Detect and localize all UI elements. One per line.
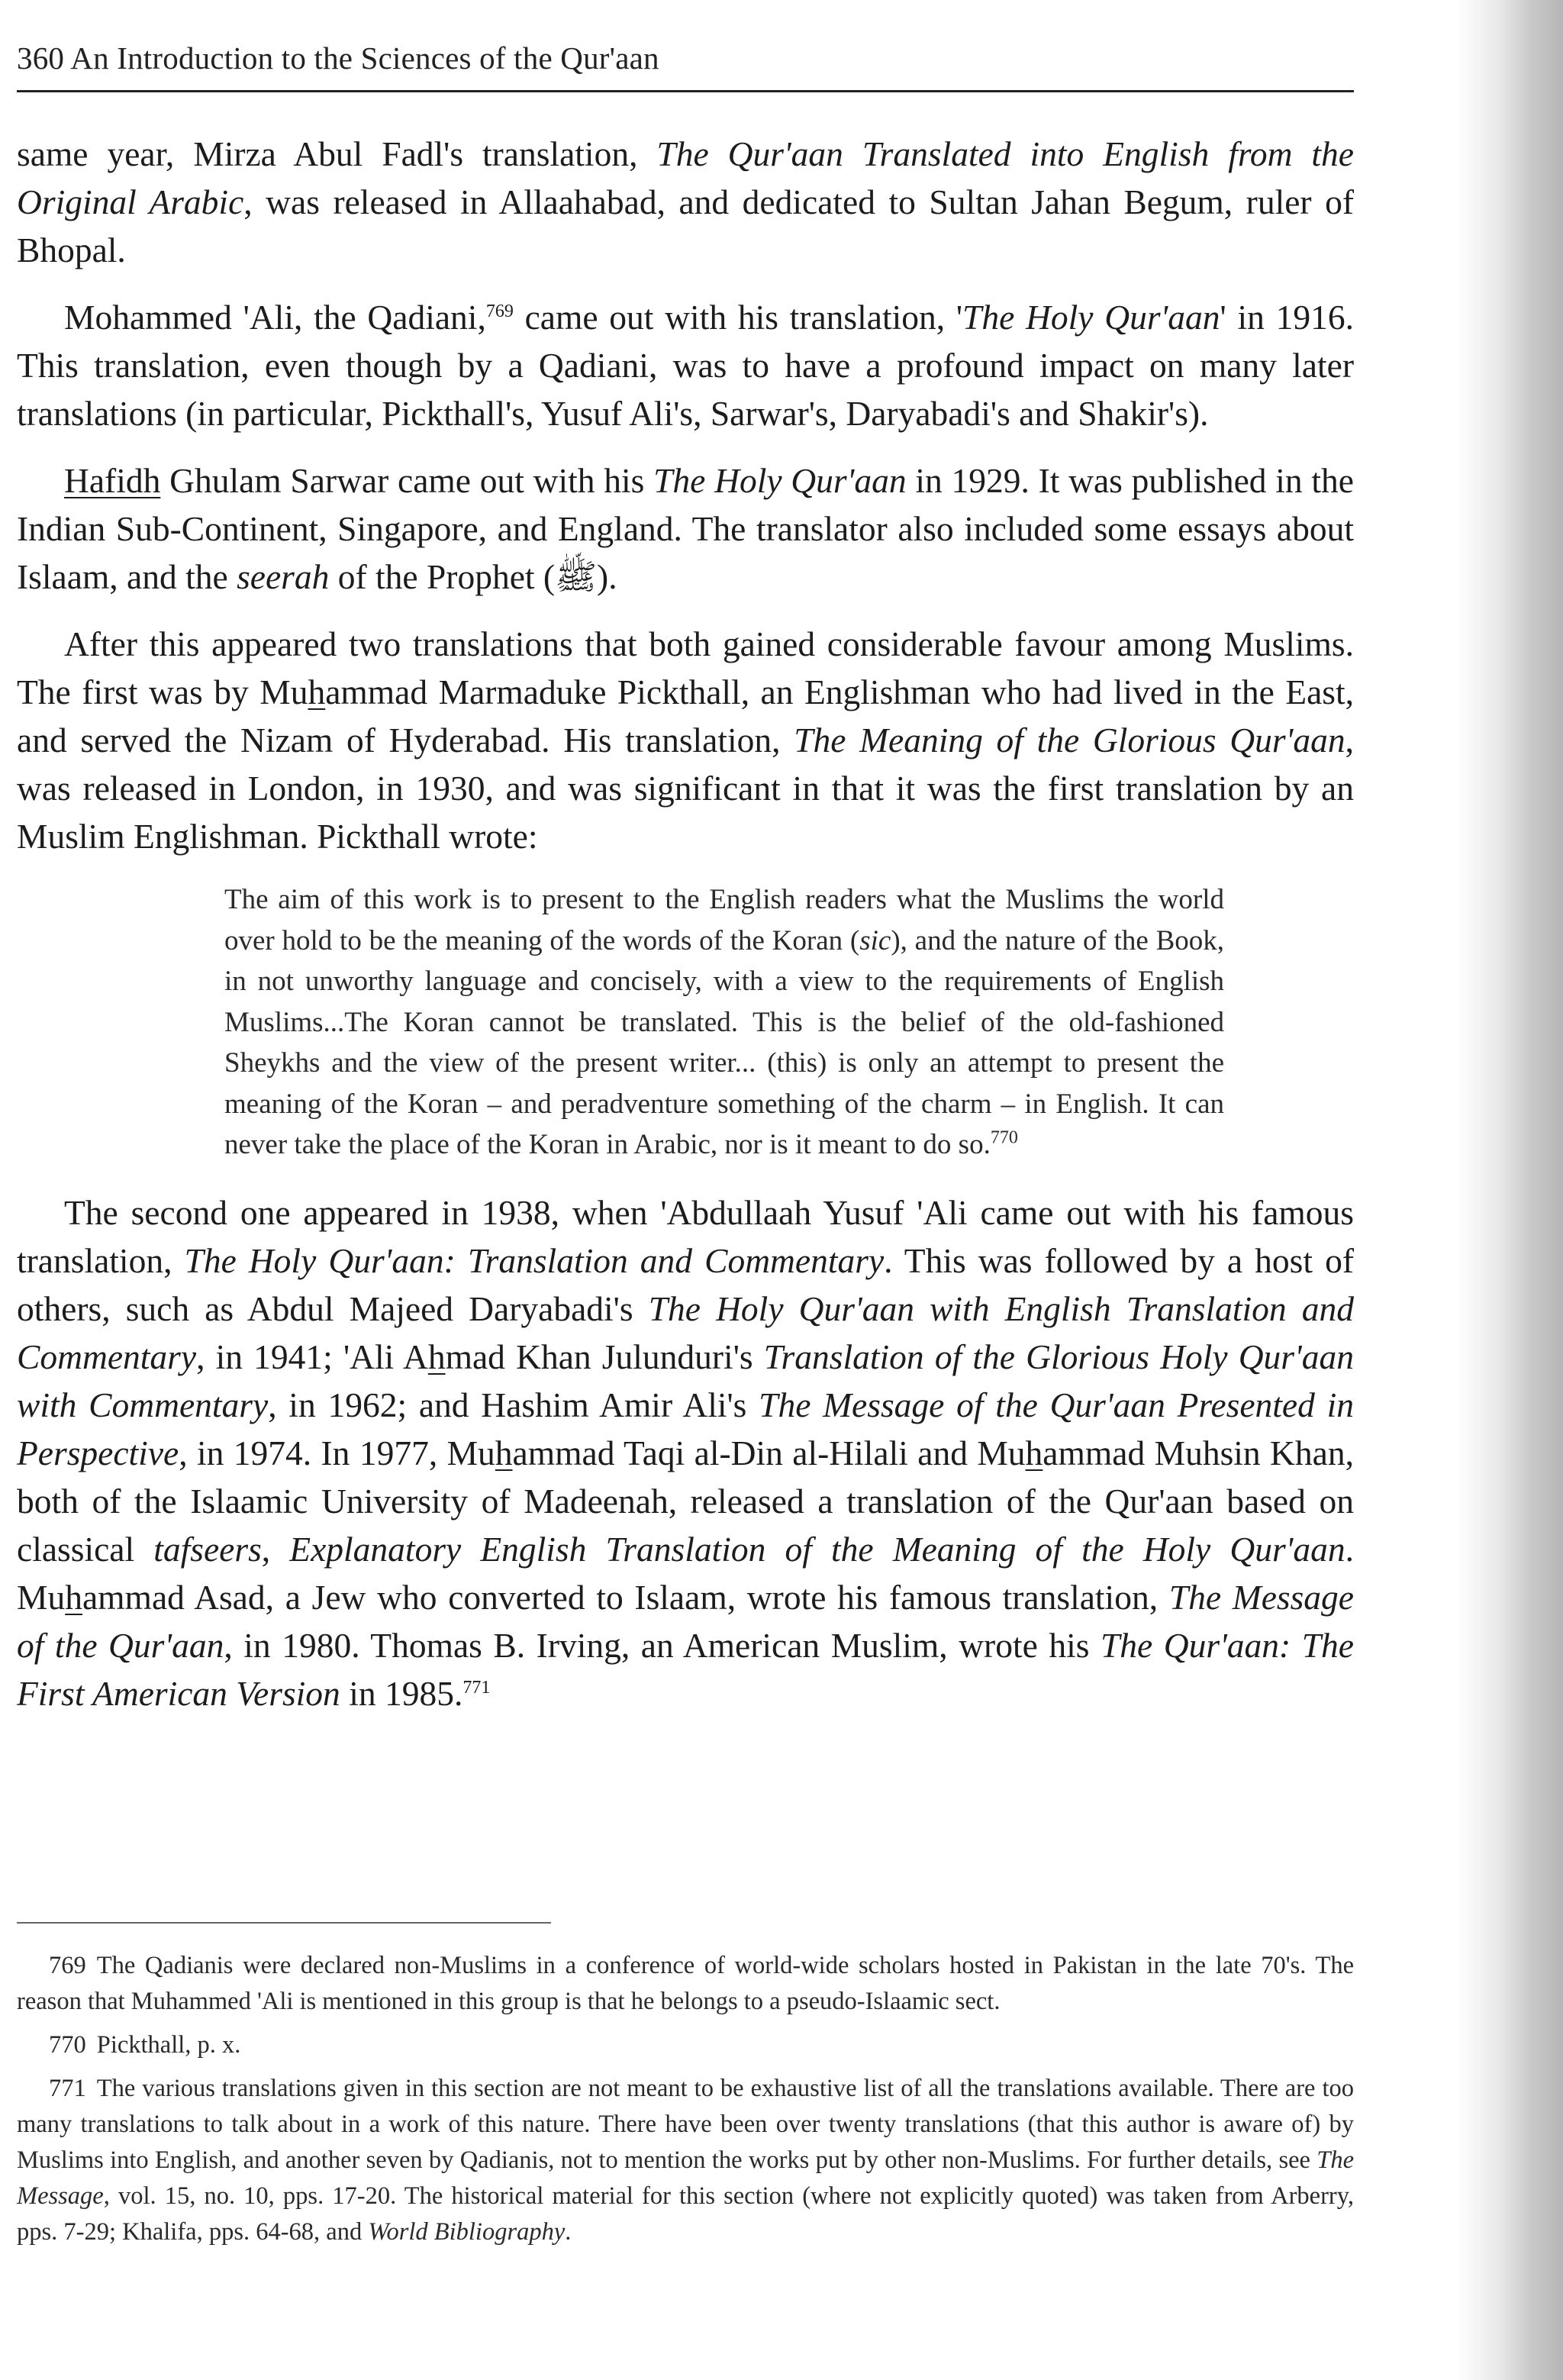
book-title: The Message xyxy=(17,2146,1354,2210)
text-run: ), and the nature of the Book, in not unworthy language and concisely, with a view to the requirements of English Muslims...The Koran cannot be translated. This is the belief of the old-fashioned Sheykhs and the view of the present writer... (this) is only an attempt to present the meaning of the Koran – and peradventure something of the charm – in English. It can never take the place of the Koran in Arabic, nor is it meant to do so. xyxy=(224,924,1225,1160)
paragraph-3 xyxy=(17,456,1354,601)
footnote-ref-769[interactable]: 769 xyxy=(485,301,514,321)
book-title: The Qur'aan: The First American Version xyxy=(17,1625,1354,1713)
text-run: The second one appeared in 1938, when 'Abdullaah Yusuf 'Ali came out with his famous translation, xyxy=(17,1192,1354,1280)
text-run: in 1985. xyxy=(340,1673,463,1713)
footnote-number: 771 xyxy=(49,2075,86,2102)
text-run: , in 1974. In 1977, Mu xyxy=(179,1433,495,1472)
footnote-number: 769 xyxy=(49,1952,86,1979)
footnote-text: . xyxy=(565,2218,572,2246)
text-run: . This was followed by a host of others, such as Abdul Majeed Daryabadi's xyxy=(17,1240,1354,1328)
text-run: ammad Marmaduke Pickthall, an Englishman who had lived in the East, and served the Nizam of Hyderabad. His translation, xyxy=(17,672,1354,759)
footnote-ref-770[interactable]: 770 xyxy=(990,1127,1018,1148)
text-run: , in 1941; 'Ali A xyxy=(196,1337,428,1376)
book-title: The Holy Qur'aan: Translation and Commentary xyxy=(184,1240,885,1280)
text-run: came out with his translation, ' xyxy=(513,298,963,337)
term: tafseers xyxy=(153,1529,262,1569)
text-run: in 1929. It was published in the Indian Sub-Continent, Singapore, and England. The translator also included some essays about Islaam, and the xyxy=(17,461,1354,596)
text-run: , xyxy=(261,1529,290,1569)
footnote-text: , vol. 15, no. 10, pps. 17-20. The historical material for this section (where not explicitly quoted) was taken from Arberry, pps. 7-29; Khalifa, pps. 64-68, and xyxy=(17,2182,1354,2246)
paragraph-5 xyxy=(17,1188,1354,1717)
running-head: 360 An Introduction to the Sciences of the Qur'aan xyxy=(17,40,659,76)
footnote-text: Pickthall, p. x. xyxy=(96,2031,241,2059)
text-run: h xyxy=(1025,1433,1043,1472)
footnotes xyxy=(17,1948,1354,2258)
book-title: The Message of the Qur'aan xyxy=(17,1577,1354,1665)
body-text xyxy=(17,130,1354,1737)
footnote-number: 770 xyxy=(49,2031,86,2059)
book-title: The Holy Qur'aan xyxy=(962,298,1220,337)
footnote-text: The various translations given in this section are not meant to be exhaustive list of all the translations available. There are too many translations to talk about in a work of this nature. There have been over twenty translations (that this author is aware of) by Muslims into English, and another seven by Qadianis, not to mention the works put by other non-Muslims. For further details, see xyxy=(17,2075,1354,2174)
text-run: , in 1962; and Hashim Amir Ali's xyxy=(268,1385,759,1424)
book-title: World Bibliography xyxy=(368,2218,566,2246)
book-title: Explanatory English Translation of the Meaning of the Holy Qur'aan xyxy=(289,1529,1345,1569)
paragraph-4 xyxy=(17,620,1354,860)
text-run: ammad Asad, a Jew who converted to Islaam, wrote his famous translation, xyxy=(82,1577,1169,1617)
text-run: same year, Mirza Abul Fadl's translation, xyxy=(17,134,657,173)
pickthall-quote xyxy=(17,879,1354,1166)
header-rule xyxy=(17,90,1354,92)
book-title: Translation of the Glorious Holy Qur'aan with Commentary xyxy=(17,1337,1354,1424)
book-title: The Qur'aan Translated into English from the Original Arabic xyxy=(17,134,1355,221)
book-title: The Meaning of the Glorious Qur'aan xyxy=(794,721,1345,759)
text-run: h xyxy=(495,1433,513,1472)
text-run: Mohammed 'Ali, the Qadiani, xyxy=(64,298,486,337)
paragraph-1 xyxy=(17,130,1354,274)
footnote-769 xyxy=(17,1948,1354,2020)
sic-mark: sic xyxy=(859,924,891,956)
text-run: After this appeared two translations that both gained considerable favour among Muslims. The first was by Mu xyxy=(17,624,1354,711)
text-run: Hafidh xyxy=(64,461,161,500)
text-run: mad Khan Julunduri's xyxy=(445,1337,764,1376)
footnote-770 xyxy=(17,2027,1354,2063)
book-title: The Holy Qur'aan with English Translation and Commentary xyxy=(17,1288,1354,1376)
text-run: , was released in London, in 1930, and was significant in that it was the first translation by an Muslim Englishman. Pickthall wrote: xyxy=(17,721,1354,856)
text-run: ammad Taqi al-Din al-Hilali and Mu xyxy=(512,1433,1026,1472)
text-run: . Mu xyxy=(17,1529,1355,1617)
text-run: , in 1980. Thomas B. Irving, an American Muslim, wrote his xyxy=(224,1625,1101,1665)
text-run: of the Prophet (ﷺ). xyxy=(329,557,617,596)
footnote-rule xyxy=(17,1922,551,1924)
text-run: The aim of this work is to present to the English readers what the Muslims the world over hold to be the meaning of the words of the Koran ( xyxy=(224,884,1224,956)
text-run: h xyxy=(65,1577,82,1617)
page-binding-shadow xyxy=(1456,0,1563,2380)
text-run: h xyxy=(308,672,326,711)
text-run: ammad Muhsin Khan, both of the Islaamic University of Madeenah, released a translation of the Qur'aan based on classical xyxy=(17,1433,1354,1569)
text-run: , was released in Allaahabad, and dedicated to Sultan Jahan Begum, ruler of Bhopal. xyxy=(17,182,1354,269)
footnote-ref-771[interactable]: 771 xyxy=(462,1677,491,1698)
book-title: The Holy Qur'aan xyxy=(653,461,907,500)
book-title: The Message of the Qur'aan Presented in Perspective xyxy=(17,1385,1354,1472)
text-run: h xyxy=(427,1337,446,1376)
footnote-text: The Qadianis were declared non-Muslims in a conference of world-wide scholars hosted in Pakistan in the late 70's. The reason that Muhammed 'Ali is mentioned in this group is that he belongs to a pseudo-Islaamic sect. xyxy=(17,1952,1354,2015)
paragraph-2 xyxy=(17,293,1354,437)
footnote-771 xyxy=(17,2071,1354,2250)
text-run: ' in 1916. This translation, even though by a Qadiani, was to have a profound impact on many later translations (in particular, Pickthall's, Yusuf Ali's, Sarwar's, Daryabadi's and Shakir's). xyxy=(17,298,1354,433)
term: seerah xyxy=(237,557,330,596)
text-run: Ghulam Sarwar came out with his xyxy=(160,461,654,500)
